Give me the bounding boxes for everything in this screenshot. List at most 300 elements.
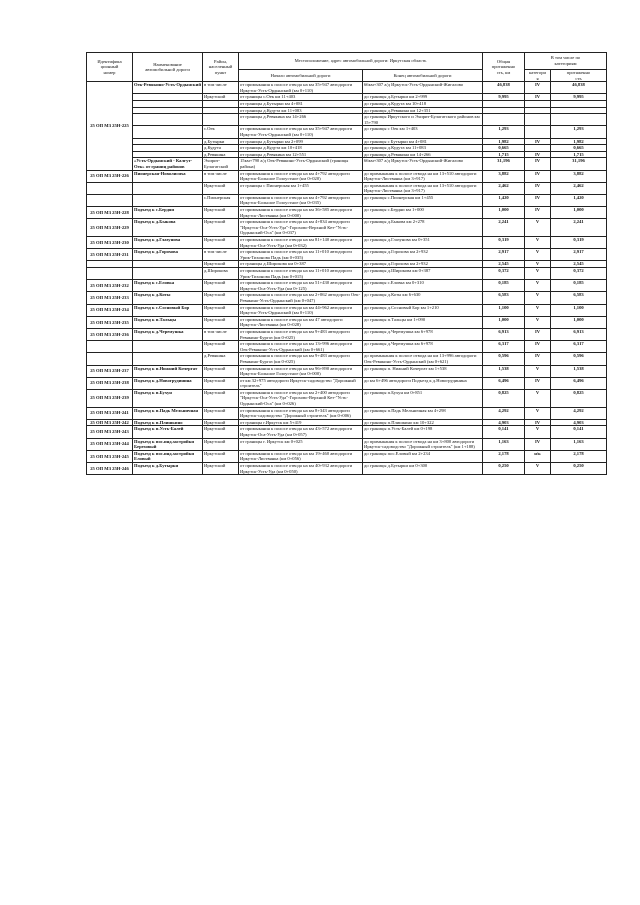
cell-id: 25 ОП МЗ 25Н-236 [87,328,133,340]
cell-category-length [551,114,607,126]
cell-category: IV [525,182,551,194]
table-row [87,94,607,101]
cell-end: до примыкания к полосе отвода на км 13+510 автодороги Иркутск-Листвянка (км 3+917) [363,182,483,194]
table-row [87,389,607,407]
cell-category-length: 3,882 [551,170,607,182]
table-row [87,219,607,237]
cell-end: до границы д.Широкова км 0+387 [363,268,483,280]
cell-total-length: 0,185 [483,280,525,292]
cell-category: IV [525,207,551,219]
cell-category-length: 9,995 [551,94,607,101]
cell-total-length: 1,163 [483,438,525,450]
cell-district [203,114,239,126]
cell-category-length [551,100,607,107]
cell-total-length: 0,596 [483,353,525,365]
cell-id: 25 ОП МЗ 25Н-238 [87,377,133,389]
cell-category-length: 1,538 [551,365,607,377]
cell-end: до границы с Бутырки км 4+081 [363,138,483,145]
table-row [87,407,607,419]
cell-category: IV [525,194,551,206]
cell-category: IV [525,94,551,101]
cell-total-length: 2,241 [483,219,525,237]
cell-id: 25 ОП МЗ 25Н-235 [87,316,133,328]
table-row [87,450,607,462]
cell-id: 25 ОП МЗ 25Н-231 [87,249,133,261]
cell-start: от границы д.Кудута км 10+418 [239,145,363,152]
cell-start: от примыкания к полосе отвода на км 13+996 автодороги Оек-Ревякино-Усть-Ордынский (км 0+661) [239,341,363,353]
cell-category-length: 1,000 [551,207,607,219]
cell-start: от границы д.Широкова км 0+387 [239,261,363,268]
cell-total-length: 1,982 [483,138,525,145]
cell-road-name: «Усть-Ордынский - Калгут-Оек» от границ районов [133,158,203,170]
cell-end: до границы с Оек км 1+403 [363,126,483,138]
table-row [87,419,607,426]
cell-end: до границы д.Глазунова км 0+351 [363,237,483,249]
cell-road-name [133,138,203,145]
cell-category-length: 1,100 [551,304,607,316]
cell-total-length: 0,372 [483,268,525,280]
cell-road-name: Оек-Ревякино-Усть-Ордынский [133,82,203,94]
cell-category: V [525,389,551,407]
cell-category: V [525,219,551,237]
cell-district: д.Ревякина [203,151,239,158]
cell-district: Иркутский [203,450,239,462]
table-row [87,145,607,152]
cell-district: Иркутский [203,304,239,316]
cell-id: 25 ОП МЗ 25Н-241 [87,407,133,419]
header-end: Конец автомобильной дороги [363,70,483,82]
cell-road-name [133,182,203,194]
table-row [87,353,607,365]
cell-total-length: 46,838 [483,82,525,94]
cell-total-length: 3,882 [483,170,525,182]
cell-category-length: 31,196 [551,158,607,170]
cell-category: IV [525,151,551,158]
cell-total-length [483,114,525,126]
cell-district: Иркутский [203,419,239,426]
table-row [87,316,607,328]
cell-road-name [133,94,203,101]
cell-end: до границы д.Ревякина км 14+266 [363,151,483,158]
cell-category-length: 6,913 [551,328,607,340]
cell-road-name: Подъезд к пос.инд.застройки Березовый [133,438,203,450]
cell-start: от примыкания к полосе отвода на км 36+585 автодороги Иркутск-Листвянка (км 0+000) [239,207,363,219]
header-category-length: протяженно сть [551,70,607,82]
table-row [87,341,607,353]
cell-category: V [525,407,551,419]
cell-end: до границы п.Бухун км 0+851 [363,389,483,407]
table-row [87,365,607,377]
cell-category-length: 0,825 [551,389,607,407]
cell-start: от примыкания к полосе отвода на км 8+343 автодороги Иркутск-садоводство "Дорожный строитель" (км 0+006) [239,407,363,419]
cell-total-length [483,100,525,107]
cell-category-length: 0,596 [551,353,607,365]
cell-district: в том числе [203,249,239,261]
cell-total-length: 6,317 [483,341,525,353]
cell-id [87,268,133,280]
cell-category: V [525,268,551,280]
cell-end: до примыкания к полосе отвода на км 13+996 автодороги Оек-Ревякино-Усть-Ордынский (км 0+621) [363,353,483,365]
cell-end: до границы д.Черемушка км 6+978 [363,328,483,340]
header-start: Начало автомобильной дороги [239,70,363,82]
cell-category: IV [525,158,551,170]
cell-id: 25 ОП МЗ 25Н-225 [87,82,133,170]
cell-district: Эхирит-Булагатский [203,158,239,170]
cell-category [525,100,551,107]
table-row [87,426,607,438]
cell-total-length: 1,100 [483,304,525,316]
cell-start: от примыкания к полосе отвода на км 4+792 автодороги Иркутск-Большое Голоустное (км 0+035) [239,194,363,206]
cell-district: Иркутский [203,316,239,328]
cell-start: от примыкания к полосе отвода на км 11+010 автодороги Урик-Тихонова Падь (км 0+035) [239,249,363,261]
cell-category [525,114,551,126]
cell-road-name: Подъезд к п.Падь Мельничная [133,407,203,419]
cell-id: 25 ОП МЗ 25Н-239 [87,389,133,407]
cell-category: V [525,237,551,249]
cell-district [203,100,239,107]
cell-total-length: 0,665 [483,145,525,152]
cell-district: Иркутский [203,438,239,450]
cell-start: от примыкания к полосе отвода на км 11+010 автодороги Урик-Тихонова Падь (км 0+015) [239,268,363,280]
cell-district: д.Ревякина [203,353,239,365]
table-row [87,237,607,249]
cell-district: Иркутский [203,219,239,237]
cell-id [87,341,133,353]
cell-category-length: 0,372 [551,268,607,280]
table-row [87,268,607,280]
cell-district: д.Бутырки [203,138,239,145]
table-row [87,280,607,292]
cell-category: V [525,316,551,328]
cell-start: от границы д.Бутырки км 4+081 [239,100,363,107]
cell-category-length: 1,420 [551,194,607,206]
cell-category-length: 2,917 [551,249,607,261]
cell-end: до границы с.Пионерская км 1+455 [363,194,483,206]
cell-category: V [525,292,551,304]
table-row [87,261,607,268]
cell-category: IV [525,377,551,389]
cell-total-length: 1,538 [483,365,525,377]
cell-total-length [483,107,525,114]
cell-end: до границы д.Бутырки км 2+999 [363,94,483,101]
cell-end: 66км+307 а/д Иркутск-Усть-Ордынский-Жигалово [363,82,483,94]
cell-total-length: 4,292 [483,407,525,419]
cell-road-name: Подъезд к с.Еловка [133,280,203,292]
cell-district: Иркутский [203,280,239,292]
cell-start: от примыкания к полосе отвода на км 2+062 автодороги Оек-Ревякино-Усть-Ордынский (км 0+047) [239,292,363,304]
cell-start: от примыкания к полосе отвода на км 19+460 автодороги Иркутск-Листвянка (км 0+056) [239,450,363,462]
cell-road-name: Подъезд к д.Глазунова [133,237,203,249]
cell-road-name [133,145,203,152]
header-name: Наименование автомобильной дороги [133,53,203,82]
table-row [87,114,607,126]
cell-start: от границы с.Оек км 11+403 [239,94,363,101]
cell-id: 25 ОП МЗ 25Н-244 [87,438,133,450]
cell-road-name: Подъезд к с.Бердяи [133,207,203,219]
cell-id: 25 ОП МЗ 25Н-230 [87,237,133,249]
table-row [87,100,607,107]
cell-category: IV [525,82,551,94]
cell-road-name: Подъезд к пос.инд.застройки Еловый [133,450,203,462]
cell-end: до границы п.Усть-Балей км 0+198 [363,426,483,438]
cell-total-length: 6,913 [483,328,525,340]
cell-total-length: 6,583 [483,292,525,304]
cell-end: до границы д.Горохова км 2+932 [363,249,483,261]
cell-category [525,145,551,152]
cell-district: Иркутский [203,426,239,438]
cell-district: Иркутский [203,292,239,304]
cell-start: от примыкания к полосе отвода на км 96+890 автодороги Иркутск-Большое Голоустное (км 0+000) [239,365,363,377]
cell-start: от границы д.Ревякина км 12+551 [239,151,363,158]
header-id: Идентифика ционный номер [87,53,133,82]
cell-category-length: 46,838 [551,82,607,94]
cell-start: от границы г. Иркутск км 0+025 [239,438,363,450]
table-row [87,170,607,182]
cell-category [525,126,551,138]
table-row [87,194,607,206]
cell-id: 25 ОП МЗ 25Н-242 [87,419,133,426]
cell-start: от границы д.Ревякина км 14+266 [239,114,363,126]
cell-district: с.Оек [203,126,239,138]
cell-end: до границы с.Бердяи км 1+000 [363,207,483,219]
cell-district: Иркутский [203,377,239,389]
header-length: Общая протяженно сть, км [483,53,525,82]
cell-end: до границы с.Еловка км 0+310 [363,280,483,292]
header-category: категори я [525,70,551,82]
cell-id: 25 ОП МЗ 25Н-246 [87,463,133,475]
cell-road-name: Подъезд к д.Бутырки [133,463,203,475]
table-row [87,292,607,304]
cell-district: с.Пионерская [203,194,239,206]
cell-district: д.Кудута [203,145,239,152]
cell-total-length: 2,917 [483,249,525,261]
cell-road-name: Подъезд к п.Тальцы [133,316,203,328]
cell-id: 25 ОП МЗ 25Н-243 [87,426,133,438]
cell-category: IV [525,419,551,426]
table-row [87,107,607,114]
cell-road-name: Подъезд к п.Бухун [133,389,203,407]
cell-district: Иркутский [203,182,239,194]
cell-category: н/к [525,450,551,462]
cell-category: V [525,280,551,292]
cell-total-length: 1,000 [483,316,525,328]
cell-road-name: Подъезд к д.Коты [133,292,203,304]
cell-category: IV [525,138,551,145]
cell-start: от примыкания к полосе отвода на км 81+140 автодороги Иркутск-Оса-Усть-Уда (км 0+032) [239,237,363,249]
cell-road-name: Подъезд к д.Новогрудинина [133,377,203,389]
cell-road-name [133,268,203,280]
cell-id [87,182,133,194]
cell-district: в том числе [203,328,239,340]
table-row [87,304,607,316]
cell-total-length: 0,141 [483,426,525,438]
cell-road-name [133,100,203,107]
cell-end: до границы д.Черемушка км 6+978 [363,341,483,353]
cell-end: 66км+307 а/д Иркутск-Усть-Ордынский-Жигалово [363,158,483,170]
table-row [87,158,607,170]
cell-category: IV [525,341,551,353]
cell-start: от примыкания к полосе отвода на км 35+947 автодороги Иркутск-Усть-Ордынский (км 0+110) [239,126,363,138]
cell-end: до примыкания к полосе отвода на км 13+510 автодороги Иркутск-Листвянка (км 3+917) [363,170,483,182]
cell-category-length: 2,178 [551,450,607,462]
cell-total-length: 2,462 [483,182,525,194]
cell-end: до км 6+496 автодороги Подъезд к д.Новогрудинина [363,377,483,389]
cell-category-length: 1,982 [551,138,607,145]
cell-category: V [525,463,551,475]
cell-district: Иркутский [203,341,239,353]
cell-road-name: Подъезд к д.Черемушка [133,328,203,340]
cell-total-length: 6,496 [483,377,525,389]
cell-district: Иркутский [203,261,239,268]
cell-road-name: Подъезд к д.Горохова [133,249,203,261]
cell-district: Иркутский [203,207,239,219]
cell-category-length: 0,185 [551,280,607,292]
cell-district: Иркутский [203,389,239,407]
cell-category-length: 4,292 [551,407,607,419]
cell-id: 25 ОП МЗ 25Н-234 [87,304,133,316]
cell-end: до границы д.Кудута км 11+083 [363,145,483,152]
cell-category-length: 4,903 [551,419,607,426]
cell-district: в том числе [203,170,239,182]
cell-id: 25 ОП МЗ 25Н-232 [87,280,133,292]
cell-total-length: 1,000 [483,207,525,219]
cell-start: от границы г.Иркутск км 5+419 [239,419,363,426]
cell-category-length: 2,241 [551,219,607,237]
cell-category-length: 1,163 [551,438,607,450]
cell-start: от границы д.Бутырки км 2+099 [239,138,363,145]
cell-start: от границы д.Кудута км 11+083 [239,107,363,114]
cell-road-name: Подъезд к д.Быкова [133,219,203,237]
cell-category-length [551,107,607,114]
cell-end: до границы п.Тальцы км 1+090 [363,316,483,328]
cell-end: до примыкания к полосе отвода на км 3+800 автодороги Иркутск-садоводство "Дорожный строитель" (км 1+188) [363,438,483,450]
cell-total-length: 9,995 [483,94,525,101]
road-register-table-container [86,52,606,475]
table-row [87,207,607,219]
cell-category-length: 1,293 [551,126,607,138]
cell-road-name [133,261,203,268]
table-row [87,182,607,194]
cell-total-length: 2,545 [483,261,525,268]
cell-category-length: 1,000 [551,316,607,328]
cell-start: от примыкания к полосе отвода на км 51+430 автодороги Иркутск-Оса-Усть-Уда (км 0+125) [239,280,363,292]
cell-total-length: 1,420 [483,194,525,206]
table-row [87,463,607,475]
cell-total-length: 0,825 [483,389,525,407]
header-location: Местоположение, адрес автомобильной дороги: Иркутская область [239,53,483,70]
cell-total-length: 0,319 [483,237,525,249]
cell-district: Иркутский [203,94,239,101]
table-row [87,126,607,138]
cell-category-length: 0,319 [551,237,607,249]
cell-category-length: 6,583 [551,292,607,304]
cell-category: IV [525,170,551,182]
cell-id: 25 ОП МЗ 25Н-229 [87,219,133,237]
cell-category: V [525,261,551,268]
cell-end: до границы п.Плишкино км 10+322 [363,419,483,426]
cell-road-name [133,194,203,206]
cell-start: от примыкания к полосе отвода на км 47 автодороги Иркутск-Листвянка (км 0+028) [239,316,363,328]
cell-start: от примыкания к полосе отвода на км 9+483 автодороги Ревякино-Бургаз (км 0+025) [239,353,363,365]
cell-start: от примыкания к полосе отвода на км 40+932 автодороги Иркутск-Усть-Уда (км 0+050) [239,463,363,475]
header-categories: В том числе по категориям [525,53,607,70]
cell-road-name: Подъезд к п.Усть-Балей [133,426,203,438]
cell-category: IV [525,438,551,450]
cell-total-length: 31,196 [483,158,525,170]
table-row [87,151,607,158]
cell-start: от примыкания к полосе отвода на км 35+947 автодороги Иркутск-Усть-Ордынский (км 0+110) [239,82,363,94]
table-row [87,138,607,145]
cell-category-length: 0,141 [551,426,607,438]
cell-end: до границы Иркутского и Эхирит-Булагатского районов км 15+790 [363,114,483,126]
cell-road-name: Подъезд к п.Плишкино [133,419,203,426]
cell-category: V [525,304,551,316]
cell-category-length: 2,545 [551,261,607,268]
table-row [87,377,607,389]
cell-end: до границы д.Бутырки км 0+300 [363,463,483,475]
cell-district: в том числе [203,82,239,94]
cell-road-name [133,114,203,126]
cell-start: от границы с Пионерская км 1+455 [239,182,363,194]
cell-road-name [133,151,203,158]
cell-end: до границы д.Быкова км 2+278 [363,219,483,237]
cell-road-name: Пионерская-Новолисиха [133,170,203,182]
cell-start: 15км+790 а/д Оек-Ревякино-Усть-Ордынский (границы района) [239,158,363,170]
table-row [87,82,607,94]
road-register-table [86,52,607,475]
cell-start: от км 32+975 автодороги Иркутск-садоводство "Дорожный строитель" [239,377,363,389]
cell-total-length: 4,903 [483,419,525,426]
cell-end: до границы д.Сосновый Бор км 1+210 [363,304,483,316]
cell-id: 25 ОП МЗ 25Н-237 [87,365,133,377]
cell-road-name [133,126,203,138]
cell-district: Иркутский [203,463,239,475]
cell-id: 25 ОП МЗ 25Н-228 [87,207,133,219]
cell-start: от примыкания к полосе отвода на км 4+834 автодороги "Иркутск-Оса-Усть-Уда"-Горохово-Верхний Кет-"Усть-Ордынский-Оса" (км 0+037) [239,219,363,237]
cell-category-length: 1,715 [551,151,607,158]
cell-id: 25 ОП МЗ 25Н-233 [87,292,133,304]
cell-end: до границы п. Нижний Кочергат км 1+538 [363,365,483,377]
cell-category-length: 0,250 [551,463,607,475]
cell-end: до границы д.Кудута км 10+418 [363,100,483,107]
cell-id [87,194,133,206]
table-row [87,328,607,340]
cell-total-length: 1,715 [483,151,525,158]
cell-id: 25 ОП МЗ 25Н-226 [87,170,133,182]
cell-district [203,107,239,114]
cell-start: от примыкания к полосе отвода на км 2+400 автодороги "Иркутск-Оса-Усть-Уда"-Горохово-Верхний Кет-"Усть-Ордынский-Оса" (км 0+026) [239,389,363,407]
cell-start: от примыкания к полосе отвода на км 43+572 автодороги Иркутск-Оса-Усть-Уда (км 0+057) [239,426,363,438]
cell-road-name: Подъезд к п.Нижний Кочергат [133,365,203,377]
cell-start: от примыкания к полосе отвода на км 44+962 автодороги Иркутск-Усть-Ордынский (км 0+110) [239,304,363,316]
cell-district: Иркутский [203,407,239,419]
cell-end: до границы пос.Еловый км 2+234 [363,450,483,462]
cell-end: до границы д.Коты км 6+630 [363,292,483,304]
cell-total-length: 1,293 [483,126,525,138]
cell-total-length: 2,178 [483,450,525,462]
cell-road-name: Подъезд к с.Сосновый Бор [133,304,203,316]
cell-road-name [133,341,203,353]
cell-id [87,353,133,365]
cell-category: V [525,249,551,261]
table-row [87,249,607,261]
cell-category: IV [525,328,551,340]
cell-end: до границы п.Падь Мельничная км 4+298 [363,407,483,419]
cell-category: IV [525,353,551,365]
cell-district: д.Широкова [203,268,239,280]
cell-total-length: 0,250 [483,463,525,475]
cell-category-length: 6,496 [551,377,607,389]
